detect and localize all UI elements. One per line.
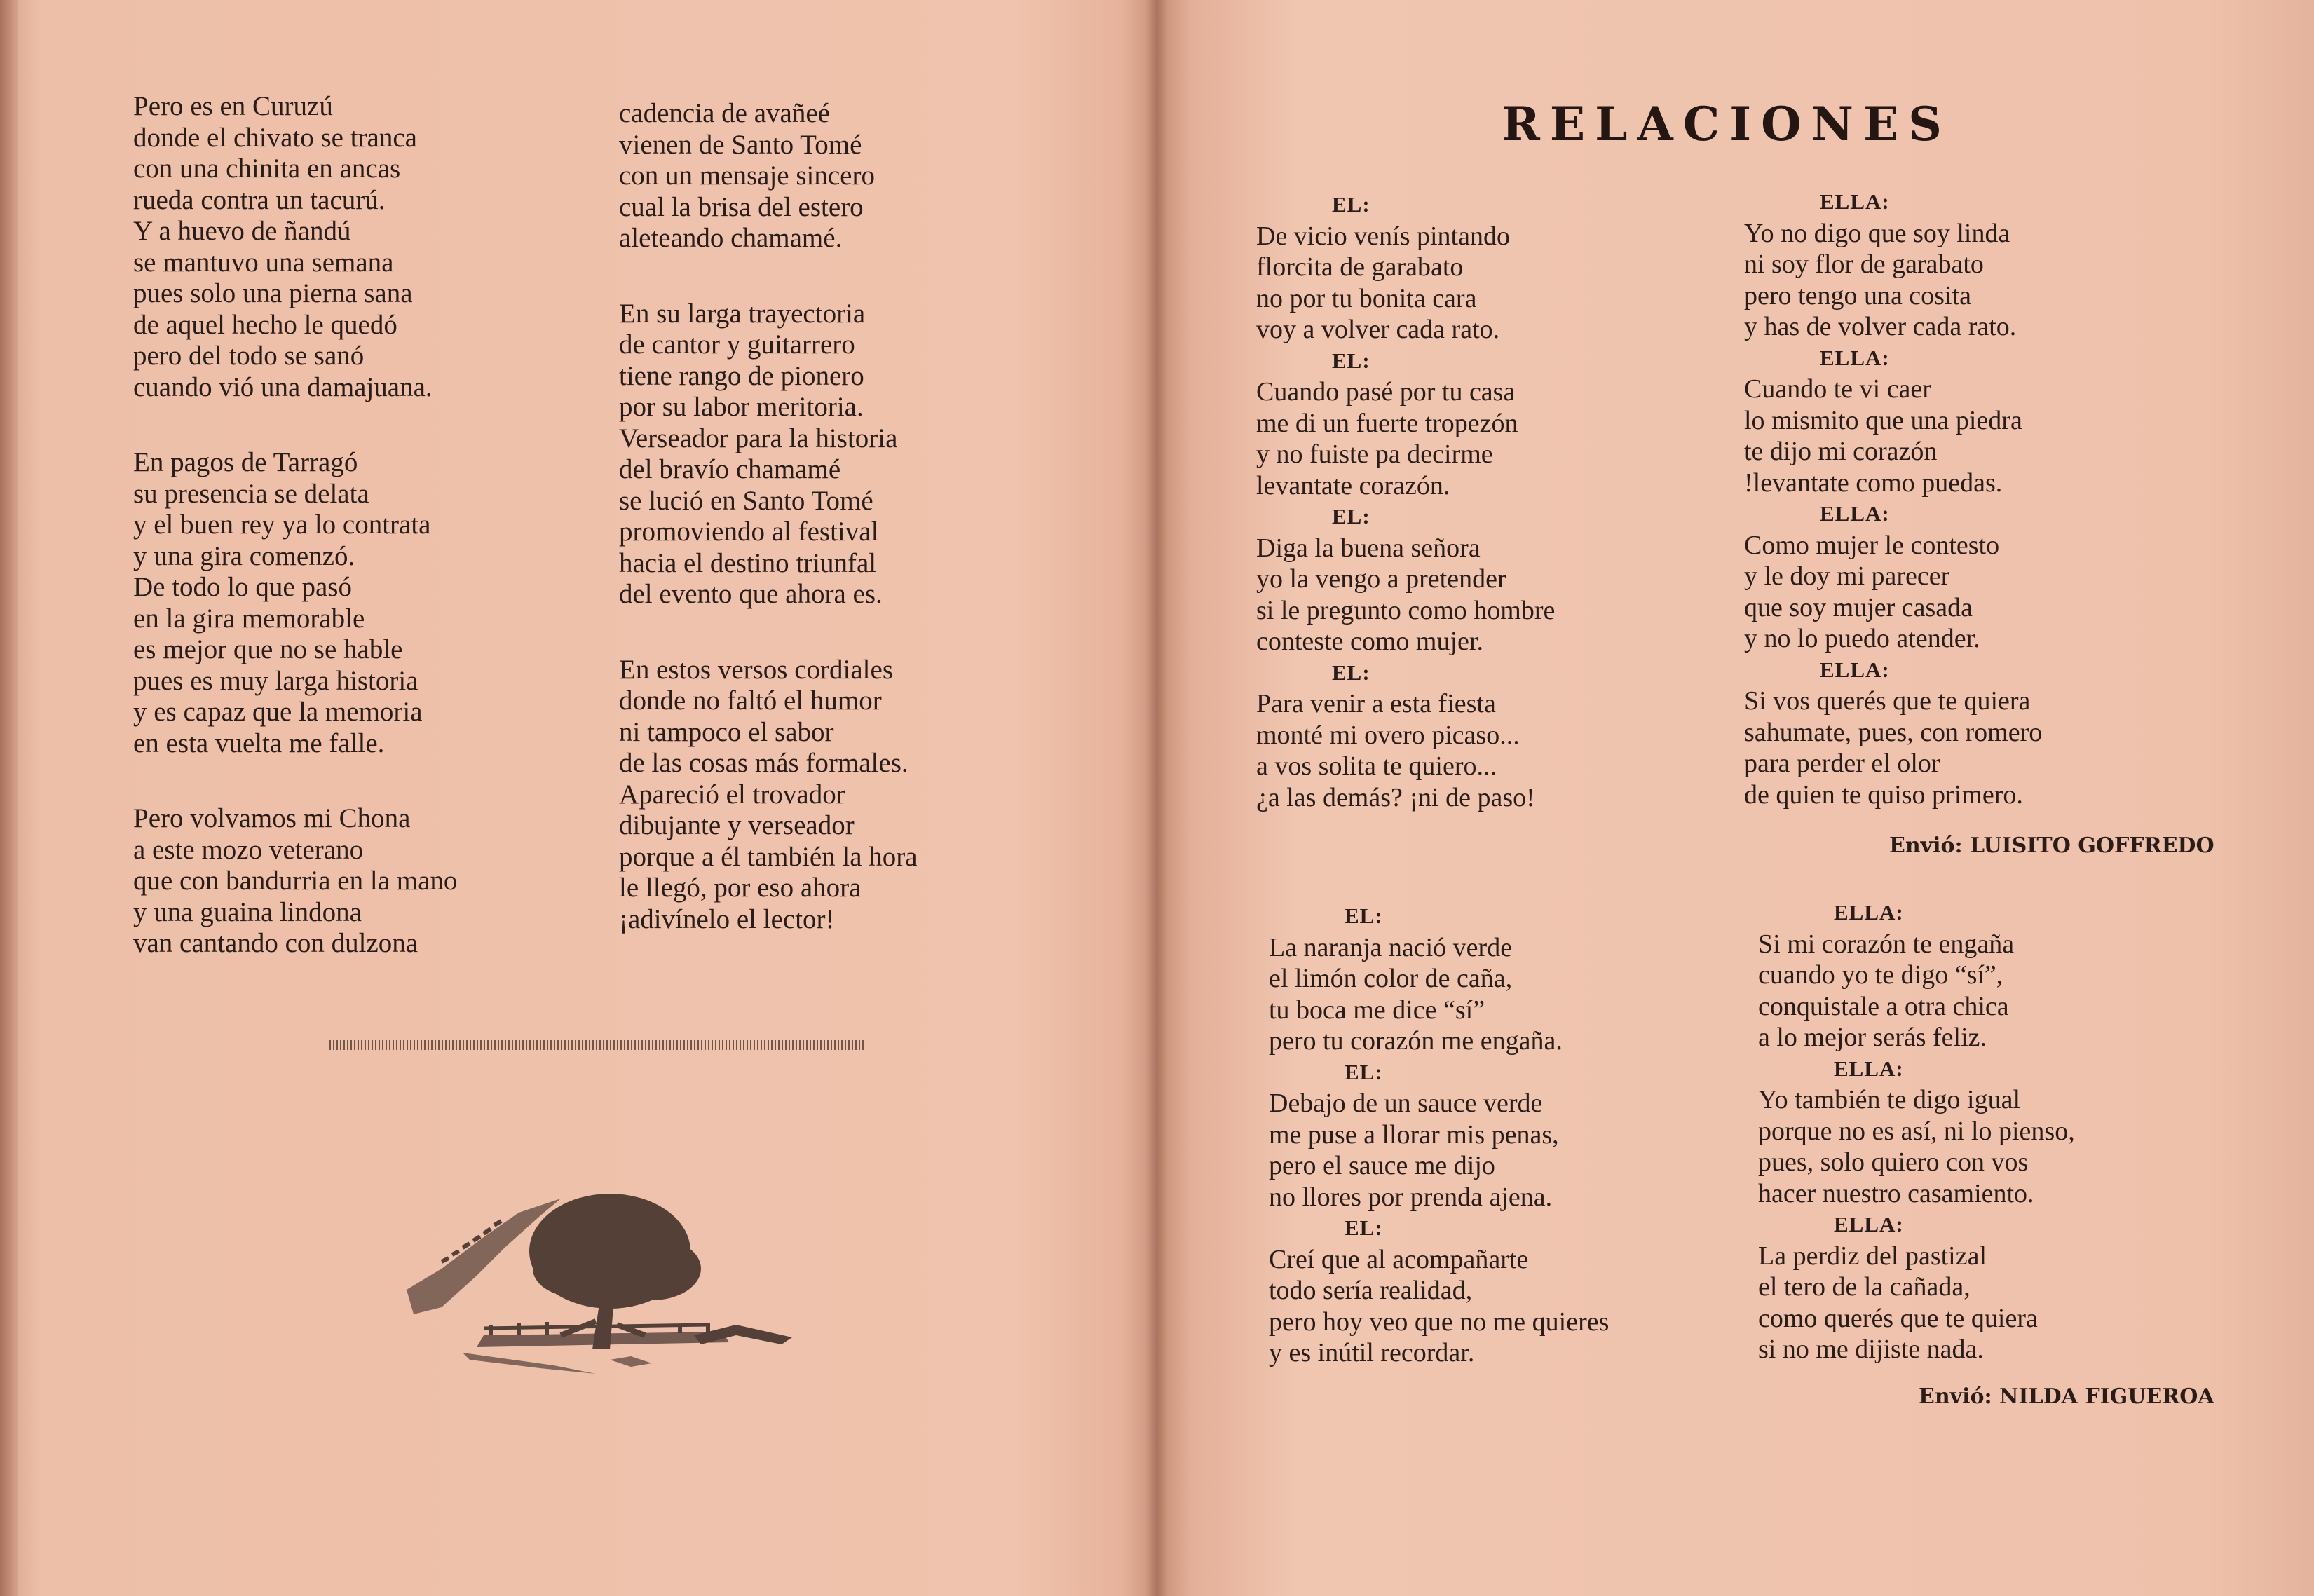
verse-line: si no me dijiste nada. bbox=[1758, 1335, 1984, 1364]
verse-line: dibujante y verseador bbox=[619, 810, 855, 840]
verse-line: me puse a llorar mis penas, bbox=[1269, 1119, 1559, 1150]
verse-line: con una chinita en ancas bbox=[133, 154, 401, 184]
book-edge bbox=[0, 0, 18, 1596]
verse bbox=[1744, 374, 2042, 498]
speaker-label: EL: bbox=[1332, 192, 1370, 217]
verse-line: aleteando chamamé. bbox=[619, 223, 843, 253]
verse-line: pero tu corazón me engaña. bbox=[1269, 1026, 1563, 1056]
verse-line: Para venir a esta fiesta bbox=[1256, 689, 1496, 718]
verse-line: y es capaz que la memoria bbox=[133, 697, 423, 727]
verse-line: de las cosas más formales. bbox=[619, 748, 908, 778]
verse-line: pero el sauce me dijo bbox=[1269, 1151, 1495, 1180]
verse-line: que con bandurria en la mano bbox=[133, 866, 458, 896]
verse-line: sahumate, pues, con romero bbox=[1744, 717, 2043, 747]
speaker-label: EL: bbox=[1332, 504, 1370, 528]
page-title: RELACIONES bbox=[1502, 97, 1952, 151]
verse-line: Pero es en Curuzú bbox=[133, 91, 333, 121]
verse-line: ¿a las demás? ¡ni de paso! bbox=[1256, 782, 1535, 812]
relaciones-el-column-2 bbox=[1269, 901, 1609, 1369]
verse-line: En su larga trayectoria bbox=[619, 298, 866, 329]
verse-line: en la gira memorable bbox=[133, 603, 365, 634]
speaker-label: ELLA: bbox=[1820, 345, 1890, 370]
verse-line: Diga la buena señora bbox=[1256, 533, 1481, 563]
relaciones-ella-column-2 bbox=[1758, 897, 2075, 1365]
speaker-label: ELLA: bbox=[1820, 657, 1890, 682]
verse-line: vienen de Santo Tomé bbox=[619, 129, 862, 160]
verse-line: porque a él también la hora bbox=[619, 841, 918, 872]
verse-line: tiene rango de pionero bbox=[619, 360, 864, 391]
verse-line: del bravío chamamé bbox=[619, 454, 841, 484]
stanza bbox=[619, 655, 918, 936]
verse-line: Como mujer le contesto bbox=[1744, 530, 2000, 560]
verse-line: Creí que al acompañarte bbox=[1269, 1244, 1529, 1274]
verse-line: que soy mujer casada bbox=[1744, 592, 1973, 622]
verse-line: de cantor y guitarrero bbox=[619, 329, 855, 360]
book-spine bbox=[1145, 0, 1168, 1596]
verse-line: Apareció el trovador bbox=[619, 779, 845, 810]
verse-line: a lo mejor serás feliz. bbox=[1758, 1023, 1987, 1052]
credit-luisito-goffredo: Envió: LUISITO GOFFREDO bbox=[1889, 833, 2214, 858]
verse bbox=[1256, 221, 1555, 346]
verse-line: En estos versos cordiales bbox=[619, 654, 893, 685]
verse bbox=[1256, 533, 1555, 657]
verse-line: donde no faltó el humor bbox=[619, 686, 882, 716]
verse-line: rueda contra un tacurú. bbox=[133, 184, 386, 215]
verse-line: En pagos de Tarragó bbox=[133, 447, 358, 477]
verse-line: tu boca me dice “sí” bbox=[1269, 995, 1485, 1025]
verse-line: lo mismito que una piedra bbox=[1744, 405, 2022, 435]
verse-line: si le pregunto como hombre bbox=[1256, 595, 1556, 625]
verse-line: y una guaina lindona bbox=[133, 896, 362, 927]
stanza bbox=[133, 91, 457, 403]
verse-line: hacer nuestro casamiento. bbox=[1758, 1178, 2034, 1208]
verse-line: conquistale a otra chica bbox=[1758, 991, 2009, 1021]
verse-line: pues es muy larga historia bbox=[133, 665, 418, 696]
verse-line: en esta vuelta me falle. bbox=[133, 728, 385, 758]
verse-line: De vicio venís pintando bbox=[1256, 221, 1510, 251]
decorative-divider bbox=[329, 1040, 864, 1050]
verse-line: y has de volver cada rato. bbox=[1744, 312, 2017, 341]
verse-line: conteste como mujer. bbox=[1256, 627, 1483, 656]
verse-line: Verseador para la historia bbox=[619, 423, 898, 453]
verse-line: La perdiz del pastizal bbox=[1758, 1241, 1987, 1271]
verse bbox=[1758, 1084, 2075, 1209]
verse bbox=[1744, 686, 2042, 810]
verse-line: el limón color de caña, bbox=[1269, 964, 1513, 993]
stanza bbox=[619, 98, 918, 254]
speaker-label: EL: bbox=[1332, 348, 1370, 373]
verse-line: porque no es así, ni lo pienso, bbox=[1758, 1116, 2075, 1146]
verse bbox=[1269, 932, 1609, 1057]
verse-line: florcita de garabato bbox=[1256, 252, 1464, 282]
verse-line: cual la brisa del estero bbox=[619, 191, 864, 222]
speaker-label: ELLA: bbox=[1820, 189, 1890, 214]
verse-line: le llegó, por eso ahora bbox=[619, 873, 862, 903]
verse-line: con un mensaje sincero bbox=[619, 161, 875, 191]
verse-line: cuando vió una damajuana. bbox=[133, 371, 433, 402]
verse bbox=[1758, 929, 2075, 1053]
speaker-label: ELLA: bbox=[1820, 501, 1890, 526]
verse-line: para perder el olor bbox=[1744, 749, 1940, 778]
left-column-1 bbox=[133, 91, 457, 1004]
verse bbox=[1269, 1088, 1609, 1213]
verse-line: y una gira comenzó. bbox=[133, 540, 355, 571]
verse-line: Y a huevo de ñandú bbox=[133, 216, 351, 246]
verse-line: el tero de la cañada, bbox=[1758, 1272, 1971, 1302]
verse-line: cuando yo te digo “sí”, bbox=[1758, 960, 2003, 990]
verse-line: Yo también te digo igual bbox=[1758, 1085, 2021, 1114]
credit-nilda-figueroa: Envió: NILDA FIGUEROA bbox=[1919, 1384, 2214, 1409]
verse-line: pero tengo una cosita bbox=[1744, 280, 1971, 311]
verse-line: Cuando te vi caer bbox=[1744, 374, 1931, 404]
verse-line: ni tampoco el sabor bbox=[619, 716, 834, 747]
stanza bbox=[619, 299, 918, 611]
verse-line: y no lo puedo atender. bbox=[1744, 624, 1980, 653]
verse bbox=[1256, 376, 1555, 501]
verse-line: donde el chivato se tranca bbox=[133, 122, 417, 153]
verse-line: !levantate como puedas. bbox=[1744, 468, 2003, 498]
verse-line: es mejor que no se hable bbox=[133, 634, 403, 664]
verse bbox=[1256, 688, 1555, 813]
speaker-label: EL: bbox=[1345, 903, 1383, 928]
verse-line: su presencia se delata bbox=[133, 478, 369, 509]
verse-line: ni soy flor de garabato bbox=[1744, 250, 1984, 279]
tree-landscape-illustration bbox=[400, 1185, 806, 1388]
verse-line: cadencia de avañeé bbox=[619, 98, 830, 128]
verse-line: y no fuiste pa decirme bbox=[1256, 439, 1493, 469]
verse-line: pero hoy veo que no me quieres bbox=[1269, 1307, 1609, 1337]
verse-line: de aquel hecho le quedó bbox=[133, 309, 397, 340]
verse-line: monté mi overo picaso... bbox=[1256, 720, 1520, 750]
verse-line: Cuando pasé por tu casa bbox=[1256, 377, 1516, 407]
verse-line: como querés que te quiera bbox=[1758, 1303, 2038, 1333]
verse-line: me di un fuerte tropezón bbox=[1256, 408, 1518, 438]
verse-line: van cantando con dulzona bbox=[133, 928, 418, 958]
verse-line: Si vos querés que te quiera bbox=[1744, 686, 2031, 716]
verse-line: La naranja nació verde bbox=[1269, 932, 1513, 962]
speaker-label: ELLA: bbox=[1834, 900, 1904, 925]
verse-line: a vos solita te quiero... bbox=[1256, 751, 1497, 781]
verse bbox=[1744, 530, 2042, 655]
verse-line: no llores por prenda ajena. bbox=[1269, 1182, 1553, 1212]
verse-line: voy a volver cada rato. bbox=[1256, 315, 1500, 344]
verse bbox=[1758, 1241, 2075, 1365]
verse-line: pues solo una pierna sana bbox=[133, 278, 413, 308]
verse-line: promoviendo al festival bbox=[619, 517, 879, 547]
speaker-label: EL: bbox=[1345, 1059, 1383, 1084]
verse-line: se mantuvo una semana bbox=[133, 247, 394, 278]
verse-line: yo la vengo a pretender bbox=[1256, 564, 1506, 594]
speaker-label: ELLA: bbox=[1834, 1212, 1904, 1236]
verse-line: todo sería realidad, bbox=[1269, 1276, 1473, 1305]
verse bbox=[1744, 218, 2042, 343]
verse-line: te dijo mi corazón bbox=[1744, 437, 1938, 466]
verse-line: Pero volvamos mi Chona bbox=[133, 803, 411, 833]
verse-line: se lució en Santo Tomé bbox=[619, 485, 873, 516]
verse-line: del evento que ahora es. bbox=[619, 579, 883, 609]
verse bbox=[1269, 1244, 1609, 1369]
verse-line: levantate corazón. bbox=[1256, 470, 1450, 500]
verse-line: por su labor meritoria. bbox=[619, 392, 864, 422]
verse-line: no por tu bonita cara bbox=[1256, 283, 1477, 313]
verse-line: Yo no digo que soy linda bbox=[1744, 218, 2010, 248]
verse-line: ¡adivínelo el lector! bbox=[619, 903, 835, 934]
verse-line: y le doy mi parecer bbox=[1744, 561, 1950, 591]
verse-line: pues, solo quiero con vos bbox=[1758, 1147, 2029, 1177]
verse-line: y es inútil recordar. bbox=[1269, 1338, 1475, 1367]
verse-line: Debajo de un sauce verde bbox=[1269, 1089, 1543, 1118]
verse-line: a este mozo veterano bbox=[133, 834, 364, 865]
verse-line: De todo lo que pasó bbox=[133, 572, 352, 602]
speaker-label: ELLA: bbox=[1834, 1056, 1904, 1081]
speaker-label: EL: bbox=[1345, 1215, 1383, 1240]
relaciones-ella-column-1 bbox=[1744, 186, 2042, 810]
left-column-2 bbox=[619, 98, 918, 979]
relaciones-el-column-1 bbox=[1256, 189, 1555, 813]
verse-line: hacia el destino triunfal bbox=[619, 547, 877, 578]
verse-line: y el buen rey ya lo contrata bbox=[133, 510, 431, 540]
verse-line: de quien te quiso primero. bbox=[1744, 779, 2023, 810]
speaker-label: EL: bbox=[1332, 660, 1370, 685]
stanza bbox=[133, 447, 457, 759]
stanza bbox=[133, 803, 457, 960]
verse-line: Si mi corazón te engaña bbox=[1758, 929, 2015, 959]
verse-line: pero del todo se sanó bbox=[133, 341, 365, 371]
